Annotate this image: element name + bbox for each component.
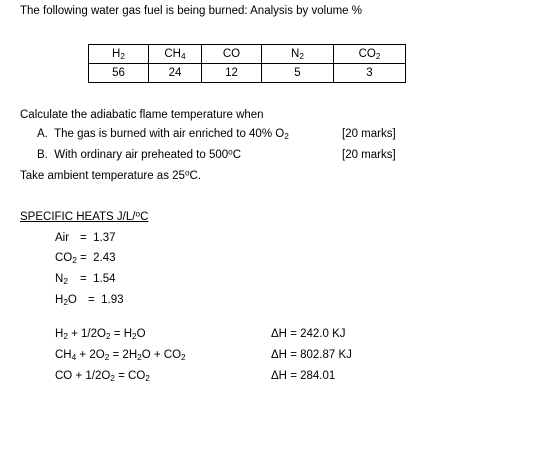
question-lead: Calculate the adiabatic flame temperature when: [20, 109, 264, 121]
delta-h-co: ΔH = 284.01: [271, 370, 336, 382]
heat-item-n2: $N_2 = 1.54$: [55, 273, 116, 287]
analysis-value-row: [89, 64, 406, 83]
delta-h-ch4: ΔH = 802.87 KJ: [271, 349, 352, 361]
part-b-text: With ordinary air preheated to 500: [54, 149, 229, 161]
part-b-unit: C: [232, 149, 242, 161]
header-co: CO: [202, 45, 262, 64]
part-b-sup: o: [228, 147, 233, 157]
delta-h-h2: ΔH = 242.0 KJ: [271, 328, 346, 340]
header-n2: $N_2$: [262, 45, 334, 64]
header-ch4: $CH_4$: [149, 45, 202, 64]
value-n2: 5: [262, 64, 334, 83]
value-h2: 56: [89, 64, 149, 83]
heat-item-co2: $CO_2 = 2.43$: [55, 252, 116, 266]
part-b: [37, 148, 241, 162]
part-b-marks: [20 marks]: [342, 149, 396, 161]
heat-item-air: Air = 1.37: [55, 232, 116, 244]
part-b-letter: B.: [37, 149, 48, 161]
reaction-co: CO + $1/2O_2 = CO_2$: [55, 370, 150, 384]
intro-text: The following water gas fuel is being burned: Analysis by volume %: [20, 5, 362, 17]
analysis-table: [88, 44, 406, 83]
ambient-text: Take ambient temperature as 25$^o$C.: [20, 168, 202, 182]
part-a-letter: A.: [37, 128, 48, 140]
heat-item-h2o: $H_2O = 1.93$: [55, 294, 124, 308]
reaction-h2: $H_2 + 1/2O_2 = H_2O$: [55, 328, 146, 342]
part-a-marks: [20 marks]: [342, 128, 396, 140]
part-a-sub: 2: [284, 132, 289, 142]
part-a: [37, 127, 289, 141]
value-ch4: 24: [149, 64, 202, 83]
part-a-text: The gas is burned with air enriched to 40% O: [54, 128, 285, 140]
specific-heats-title: SPECIFIC HEATS J/L/$^o$C: [20, 209, 149, 223]
header-h2: $H_2$: [89, 45, 149, 64]
analysis-header-row: [89, 45, 406, 64]
reaction-ch4: $CH_4 + 2O_2 = 2H_2O + CO_2$: [55, 349, 186, 363]
value-co: 12: [202, 64, 262, 83]
header-co2: $CO_2$: [334, 45, 406, 64]
value-co2: 3: [334, 64, 406, 83]
